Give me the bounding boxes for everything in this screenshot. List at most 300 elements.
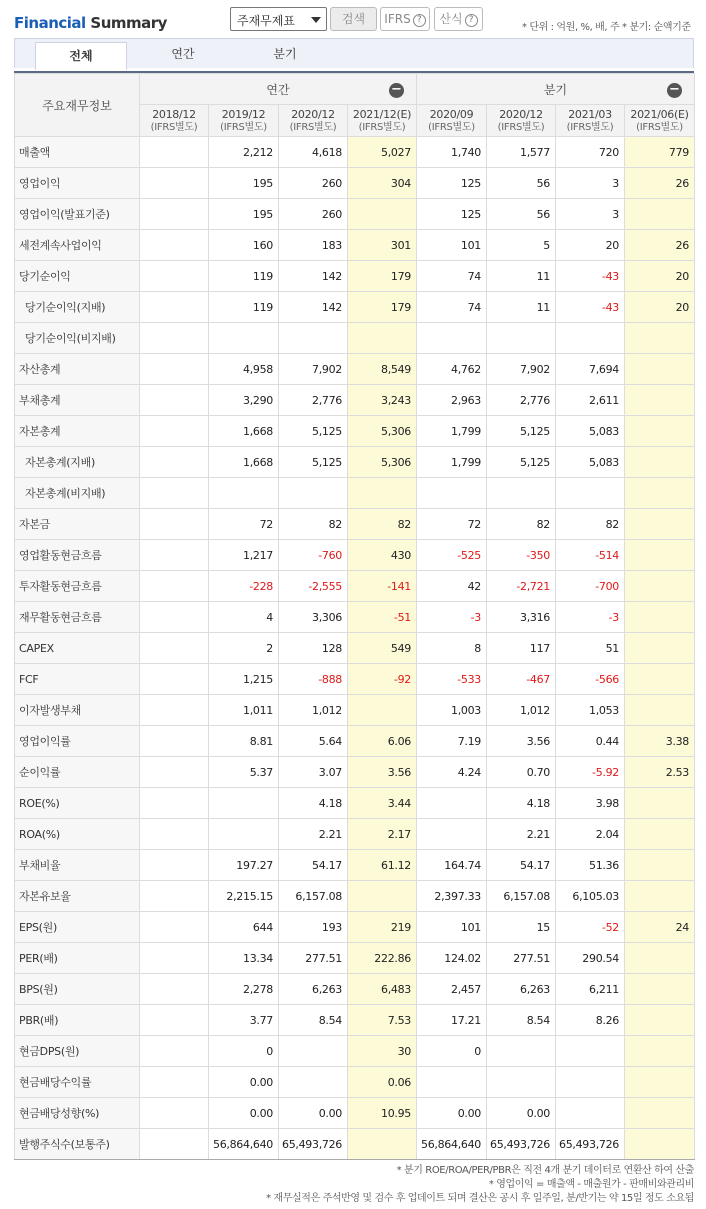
group-quarter-header <box>417 74 695 105</box>
table-cell: 65,493,726 <box>556 1129 625 1160</box>
table-cell <box>348 1129 417 1160</box>
formula-label: 산식 <box>439 12 463 26</box>
period-header <box>279 105 348 137</box>
table-cell: 779 <box>625 137 695 168</box>
table-cell: 2,278 <box>209 974 279 1005</box>
table-cell <box>487 323 556 354</box>
table-cell <box>140 633 209 664</box>
period-basis: (IFRS별도) <box>428 121 475 133</box>
group-annual-label: 연간 <box>266 82 290 97</box>
table-row <box>15 1129 695 1160</box>
period-basis: (IFRS별도) <box>289 121 337 133</box>
row-label[interactable]: BPS(원) <box>15 974 140 1005</box>
row-label[interactable]: 현금배당수익률 <box>15 1067 140 1098</box>
table-cell: 0.70 <box>487 757 556 788</box>
table-cell <box>625 323 695 354</box>
table-cell: 3,290 <box>209 385 279 416</box>
table-cell: 11 <box>487 261 556 292</box>
table-row <box>15 726 695 757</box>
table-cell: 7.19 <box>417 726 487 757</box>
table-cell <box>140 974 209 1005</box>
table-cell: 1,577 <box>487 137 556 168</box>
table-cell: 82 <box>348 509 417 540</box>
table-cell: 1,740 <box>417 137 487 168</box>
table-cell: 193 <box>279 912 348 943</box>
row-label[interactable]: 영업이익(발표기준) <box>15 199 140 230</box>
table-cell <box>140 695 209 726</box>
table-row <box>15 354 695 385</box>
table-row <box>15 788 695 819</box>
table-cell: 5,125 <box>487 416 556 447</box>
row-label[interactable]: 영업활동현금흐름 <box>15 540 140 571</box>
help-icon: ? <box>413 14 426 27</box>
collapse-annual-icon[interactable]: − <box>389 83 404 98</box>
table-cell <box>625 943 695 974</box>
table-cell <box>487 478 556 509</box>
table-cell: 24 <box>625 912 695 943</box>
period-basis: (IFRS별도) <box>358 121 406 133</box>
table-row <box>15 416 695 447</box>
table-cell <box>140 540 209 571</box>
table-cell <box>625 1098 695 1129</box>
table-row <box>15 1098 695 1129</box>
table-cell <box>348 881 417 912</box>
row-label[interactable]: 자본유보율 <box>15 881 140 912</box>
table-cell: 0.00 <box>209 1098 279 1129</box>
table-cell: 3.56 <box>348 757 417 788</box>
row-label[interactable]: 세전계속사업이익 <box>15 230 140 261</box>
table-cell <box>140 1098 209 1129</box>
table-cell <box>140 292 209 323</box>
row-label[interactable]: 현금배당성향(%) <box>15 1098 140 1129</box>
table-cell: 5,125 <box>279 447 348 478</box>
table-cell: 15 <box>487 912 556 943</box>
table-cell: 3 <box>556 168 625 199</box>
table-cell <box>625 540 695 571</box>
table-cell: -2,555 <box>279 571 348 602</box>
table-cell <box>140 416 209 447</box>
table-cell: 1,215 <box>209 664 279 695</box>
table-cell: 6,483 <box>348 974 417 1005</box>
row-label[interactable]: 부채총계 <box>15 385 140 416</box>
table-cell: 1,799 <box>417 447 487 478</box>
table-cell: 3.98 <box>556 788 625 819</box>
chevron-down-icon <box>311 17 321 23</box>
table-cell: 1,003 <box>417 695 487 726</box>
table-row <box>15 881 695 912</box>
table-row <box>15 292 695 323</box>
table-cell: 82 <box>279 509 348 540</box>
period-basis: (IFRS별도) <box>150 121 198 133</box>
table-cell: 142 <box>279 292 348 323</box>
table-cell: -5.92 <box>556 757 625 788</box>
table-cell <box>140 168 209 199</box>
table-cell: 119 <box>209 261 279 292</box>
table-cell: 1,217 <box>209 540 279 571</box>
table-cell: 5 <box>487 230 556 261</box>
row-label[interactable]: 자산총계 <box>15 354 140 385</box>
table-cell: 125 <box>417 168 487 199</box>
row-label[interactable]: 순이익률 <box>15 757 140 788</box>
table-row <box>15 478 695 509</box>
table-cell: 5,083 <box>556 447 625 478</box>
table-cell <box>487 1036 556 1067</box>
row-label[interactable]: PER(배) <box>15 943 140 974</box>
table-cell: 4,618 <box>279 137 348 168</box>
table-cell: 8.26 <box>556 1005 625 1036</box>
table-cell: 7,902 <box>279 354 348 385</box>
table-cell: -43 <box>556 261 625 292</box>
table-cell: 82 <box>556 509 625 540</box>
table-cell: 179 <box>348 261 417 292</box>
table-cell: 0.44 <box>556 726 625 757</box>
table-cell <box>625 664 695 695</box>
table-cell <box>417 323 487 354</box>
table-cell: 7.53 <box>348 1005 417 1036</box>
table-cell <box>140 819 209 850</box>
table-cell: 0 <box>209 1036 279 1067</box>
table-cell: 2,611 <box>556 385 625 416</box>
table-cell: 3,243 <box>348 385 417 416</box>
table-cell <box>625 881 695 912</box>
table-cell: 6,157.08 <box>279 881 348 912</box>
table-row <box>15 540 695 571</box>
table-cell: 260 <box>279 168 348 199</box>
footnote: * 재무실적은 주석반영 및 검수 후 업데이트 되며 결산은 공시 후 일주일, 분/반기는 약 15일 정도 소요됨 <box>266 1193 694 1204</box>
table-cell: 3 <box>556 199 625 230</box>
table-cell: 26 <box>625 168 695 199</box>
table-row <box>15 199 695 230</box>
formula-help-button[interactable] <box>434 7 483 31</box>
table-row <box>15 757 695 788</box>
table-cell: 195 <box>209 168 279 199</box>
period-date: 2020/12 <box>499 107 543 121</box>
table-cell: 4.24 <box>417 757 487 788</box>
row-label[interactable]: 투자활동현금흐름 <box>15 571 140 602</box>
period-basis: (IFRS별도) <box>220 121 267 133</box>
row-label[interactable]: ROA(%) <box>15 819 140 850</box>
row-label[interactable]: CAPEX <box>15 633 140 664</box>
table-cell: 1,053 <box>556 695 625 726</box>
row-label[interactable]: 당기순이익(지배) <box>15 292 140 323</box>
table-row <box>15 509 695 540</box>
table-cell <box>417 819 487 850</box>
period-header <box>140 105 209 137</box>
table-cell: 56,864,640 <box>417 1129 487 1160</box>
table-cell: 10.95 <box>348 1098 417 1129</box>
table-cell: -228 <box>209 571 279 602</box>
table-cell: 51 <box>556 633 625 664</box>
table-row <box>15 602 695 633</box>
table-cell <box>140 137 209 168</box>
table-cell: 82 <box>487 509 556 540</box>
table-cell <box>140 602 209 633</box>
table-cell <box>625 819 695 850</box>
table-cell: 2,776 <box>279 385 348 416</box>
unit-note: * 단위 : 억원, %, 배, 주 * 분기: 순액기준 <box>522 22 691 33</box>
collapse-quarter-icon[interactable]: − <box>667 83 682 98</box>
help-icon: ? <box>465 14 478 27</box>
table-cell <box>140 757 209 788</box>
row-label[interactable]: 발행주식수(보통주) <box>15 1129 140 1160</box>
table-cell <box>140 199 209 230</box>
table-row <box>15 1036 695 1067</box>
tab-annual[interactable]: 연간 <box>171 47 195 61</box>
table-cell: 644 <box>209 912 279 943</box>
table-cell: 101 <box>417 912 487 943</box>
table-cell <box>348 199 417 230</box>
table-cell: 219 <box>348 912 417 943</box>
table-cell: 8.54 <box>487 1005 556 1036</box>
table-cell: -514 <box>556 540 625 571</box>
row-label[interactable]: ROE(%) <box>15 788 140 819</box>
table-row <box>15 168 695 199</box>
table-cell: 3,306 <box>279 602 348 633</box>
table-cell <box>140 726 209 757</box>
row-label[interactable]: 자본금 <box>15 509 140 540</box>
table-cell <box>556 478 625 509</box>
table-cell: -3 <box>417 602 487 633</box>
table-cell: 160 <box>209 230 279 261</box>
table-cell: 51.36 <box>556 850 625 881</box>
table-cell: 119 <box>209 292 279 323</box>
ifrs-label: IFRS <box>384 12 411 26</box>
table-cell <box>625 478 695 509</box>
table-cell <box>625 695 695 726</box>
table-cell: 17.21 <box>417 1005 487 1036</box>
table-cell: 13.34 <box>209 943 279 974</box>
table-cell: 125 <box>417 199 487 230</box>
table-cell: 56,864,640 <box>209 1129 279 1160</box>
table-cell: 1,012 <box>279 695 348 726</box>
tab-all[interactable]: 전체 <box>35 42 127 70</box>
table-cell <box>209 323 279 354</box>
table-cell <box>625 447 695 478</box>
period-date: 2020/12 <box>291 107 335 121</box>
table-cell: 277.51 <box>487 943 556 974</box>
table-cell <box>625 602 695 633</box>
table-cell: 4.18 <box>487 788 556 819</box>
table-cell: 5.37 <box>209 757 279 788</box>
table-cell <box>140 912 209 943</box>
table-row <box>15 447 695 478</box>
table-cell <box>625 1005 695 1036</box>
table-cell: 5.64 <box>279 726 348 757</box>
table-cell: 6,263 <box>279 974 348 1005</box>
table-cell <box>625 974 695 1005</box>
table-cell: 277.51 <box>279 943 348 974</box>
table-cell: 3.77 <box>209 1005 279 1036</box>
table-cell: 2,963 <box>417 385 487 416</box>
table-cell: 1,011 <box>209 695 279 726</box>
period-date: 2018/12 <box>152 107 196 121</box>
search-button[interactable]: 검색 <box>330 7 377 31</box>
table-cell: 197.27 <box>209 850 279 881</box>
table-cell <box>417 788 487 819</box>
page-title <box>14 14 167 32</box>
statement-select[interactable] <box>230 7 327 31</box>
table-cell <box>140 571 209 602</box>
table-row <box>15 571 695 602</box>
table-cell <box>279 323 348 354</box>
table-cell: 117 <box>487 633 556 664</box>
table-cell: 8.81 <box>209 726 279 757</box>
logo-part1: Financial <box>14 14 86 32</box>
table-cell: 304 <box>348 168 417 199</box>
table-cell: 72 <box>209 509 279 540</box>
table-cell: 3,316 <box>487 602 556 633</box>
table-cell <box>209 819 279 850</box>
row-label[interactable]: 부채비율 <box>15 850 140 881</box>
table-cell <box>348 323 417 354</box>
footnote: * 영업이익 = 매출액 - 매출원가 - 판매비와관리비 <box>488 1179 694 1190</box>
table-row <box>15 323 695 354</box>
table-cell: 20 <box>625 261 695 292</box>
table-cell: 5,083 <box>556 416 625 447</box>
table-cell <box>625 1036 695 1067</box>
table-cell <box>140 385 209 416</box>
table-cell: 6,211 <box>556 974 625 1005</box>
group-quarter-label: 분기 <box>543 82 568 97</box>
table-cell: 4,958 <box>209 354 279 385</box>
table-cell: 2,776 <box>487 385 556 416</box>
row-label[interactable]: 현금DPS(원) <box>15 1036 140 1067</box>
table-cell <box>140 881 209 912</box>
table-cell: 2,212 <box>209 137 279 168</box>
table-cell: -43 <box>556 292 625 323</box>
table-cell: 2.04 <box>556 819 625 850</box>
period-header <box>348 105 417 137</box>
tab-quarterly[interactable]: 분기 <box>273 47 297 61</box>
table-row <box>15 230 695 261</box>
table-cell: 26 <box>625 230 695 261</box>
table-cell: 301 <box>348 230 417 261</box>
table-cell: 260 <box>279 199 348 230</box>
row-label[interactable]: 자본총계(지배) <box>15 447 140 478</box>
table-cell: 7,694 <box>556 354 625 385</box>
table-cell: -2,721 <box>487 571 556 602</box>
row-label[interactable]: FCF <box>15 664 140 695</box>
table-cell: 222.86 <box>348 943 417 974</box>
table-row <box>15 385 695 416</box>
table-cell: 2.21 <box>279 819 348 850</box>
table-cell: -141 <box>348 571 417 602</box>
row-label[interactable]: 영업이익률 <box>15 726 140 757</box>
row-label[interactable]: 영업이익 <box>15 168 140 199</box>
top-bar <box>0 0 706 38</box>
statement-select-value: 주재무제표 <box>237 14 295 28</box>
table-cell: 3.38 <box>625 726 695 757</box>
table-cell: -350 <box>487 540 556 571</box>
table-cell: 5,027 <box>348 137 417 168</box>
table-cell <box>556 1067 625 1098</box>
row-label[interactable]: 재무활동현금흐름 <box>15 602 140 633</box>
table-cell: 65,493,726 <box>279 1129 348 1160</box>
table-cell: 1,799 <box>417 416 487 447</box>
period-header <box>417 105 487 137</box>
ifrs-help-button[interactable] <box>380 7 430 31</box>
row-label[interactable]: EPS(원) <box>15 912 140 943</box>
period-basis: (IFRS별도) <box>636 121 683 133</box>
table-cell <box>279 1067 348 1098</box>
table-cell: 5,306 <box>348 416 417 447</box>
table-cell: 1,668 <box>209 447 279 478</box>
table-cell: 2.17 <box>348 819 417 850</box>
table-row <box>15 1067 695 1098</box>
table-cell <box>140 788 209 819</box>
table-row <box>15 695 695 726</box>
table-cell: 72 <box>417 509 487 540</box>
table-cell: 5,306 <box>348 447 417 478</box>
table-cell <box>140 1067 209 1098</box>
table-cell <box>140 850 209 881</box>
table-row <box>15 912 695 943</box>
table-cell: 4.18 <box>279 788 348 819</box>
table-cell <box>625 633 695 664</box>
group-annual-header <box>140 74 417 105</box>
table-cell <box>140 943 209 974</box>
table-cell: 3.56 <box>487 726 556 757</box>
table-cell <box>140 323 209 354</box>
period-header <box>209 105 279 137</box>
table-row <box>15 137 695 168</box>
table-cell <box>140 1129 209 1160</box>
table-cell <box>140 1005 209 1036</box>
table-cell: 20 <box>556 230 625 261</box>
table-cell: 0.00 <box>279 1098 348 1129</box>
table-cell: 8,549 <box>348 354 417 385</box>
table-cell: 1,668 <box>209 416 279 447</box>
table-cell: 65,493,726 <box>487 1129 556 1160</box>
table-cell <box>348 695 417 726</box>
row-label[interactable]: 당기순이익(비지배) <box>15 323 140 354</box>
table-cell: 42 <box>417 571 487 602</box>
table-cell: 74 <box>417 261 487 292</box>
table-cell: 74 <box>417 292 487 323</box>
table-cell: 2,215.15 <box>209 881 279 912</box>
table-cell: 3.07 <box>279 757 348 788</box>
table-cell <box>417 478 487 509</box>
row-label[interactable]: 당기순이익 <box>15 261 140 292</box>
table-cell: 2.53 <box>625 757 695 788</box>
financial-summary-table <box>14 73 695 1160</box>
row-label[interactable]: 자본총계(비지배) <box>15 478 140 509</box>
table-cell: 124.02 <box>417 943 487 974</box>
row-label[interactable]: 이자발생부채 <box>15 695 140 726</box>
table-cell: 195 <box>209 199 279 230</box>
table-cell: 54.17 <box>279 850 348 881</box>
row-label[interactable]: 자본총계 <box>15 416 140 447</box>
table-cell <box>625 509 695 540</box>
footnotes <box>14 1164 694 1206</box>
table-cell: 720 <box>556 137 625 168</box>
table-cell: 2.21 <box>487 819 556 850</box>
table-row <box>15 974 695 1005</box>
row-label[interactable]: PBR(배) <box>15 1005 140 1036</box>
table-cell: 6,105.03 <box>556 881 625 912</box>
table-cell <box>625 788 695 819</box>
period-date: 2021/12(E) <box>352 107 412 121</box>
table-cell: 7,902 <box>487 354 556 385</box>
table-cell: 0.00 <box>209 1067 279 1098</box>
table-cell: 164.74 <box>417 850 487 881</box>
table-cell <box>417 1067 487 1098</box>
table-cell: 56 <box>487 168 556 199</box>
row-label[interactable]: 매출액 <box>15 137 140 168</box>
table-cell: 290.54 <box>556 943 625 974</box>
table-cell: 5,125 <box>487 447 556 478</box>
table-cell <box>625 385 695 416</box>
